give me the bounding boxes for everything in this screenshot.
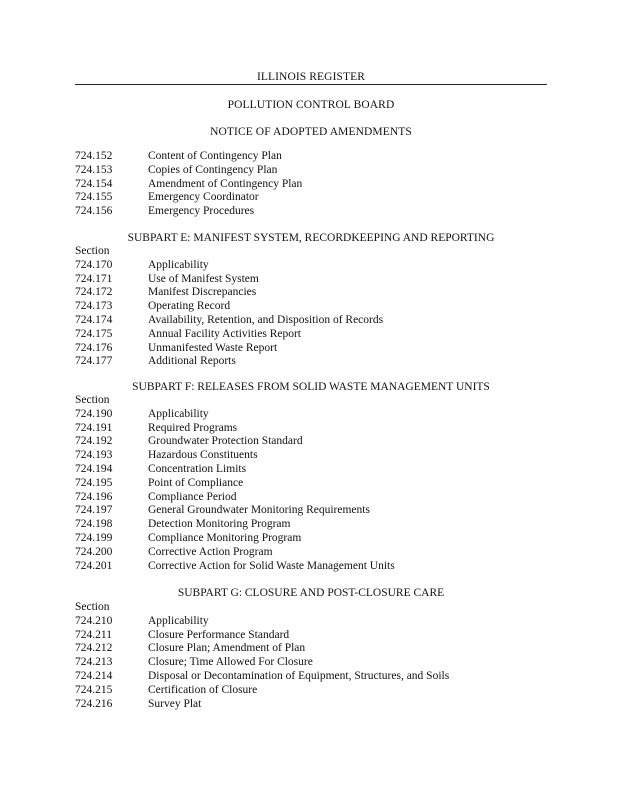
list-item <box>75 408 555 422</box>
list-item <box>75 314 555 328</box>
list-item <box>75 532 555 546</box>
section-title: Manifest Discrepancies <box>148 286 257 299</box>
section-title: Compliance Period <box>148 490 237 503</box>
section-title: Unmanifested Waste Report <box>148 341 278 354</box>
section-label: Section <box>75 394 110 406</box>
section-title: Applicability <box>148 407 209 420</box>
section-number: 724.196 <box>75 490 113 503</box>
section-number: 724.191 <box>75 421 113 434</box>
list-item <box>75 504 555 518</box>
subpart-g-heading: SUBPART G: CLOSURE AND POST-CLOSURE CARE <box>177 587 445 599</box>
section-number: 724.215 <box>75 683 113 696</box>
section-number: 724.171 <box>75 272 113 285</box>
section-number: 724.197 <box>75 504 113 517</box>
list-item <box>75 191 555 205</box>
section-number: 724.173 <box>75 300 113 313</box>
list-item <box>75 477 555 491</box>
list-item <box>75 150 555 164</box>
list-item <box>75 328 555 342</box>
section-title: General Groundwater Monitoring Requirements <box>148 504 370 517</box>
section-title: Closure Performance Standard <box>148 628 290 641</box>
section-number: 724.198 <box>75 518 113 531</box>
section-number: 724.211 <box>75 628 112 641</box>
list-item <box>75 518 555 532</box>
list-item <box>75 656 555 670</box>
section-title: Emergency Procedures <box>148 205 255 218</box>
section-title: Certification of Closure <box>148 683 258 696</box>
section-title: Hazardous Constituents <box>148 449 258 462</box>
section-number: 724.199 <box>75 531 113 544</box>
section-title: Copies of Contingency Plan <box>148 163 278 176</box>
section-number: 724.156 <box>75 205 113 218</box>
list-item <box>75 642 555 656</box>
section-title: Groundwater Protection Standard <box>148 435 303 448</box>
section-title: Use of Manifest System <box>148 272 259 285</box>
list-item <box>75 449 555 463</box>
list-item <box>75 463 555 477</box>
section-title: Annual Facility Activities Report <box>148 327 301 340</box>
section-number: 724.200 <box>75 545 113 558</box>
list-item <box>75 178 555 192</box>
section-title: Corrective Action for Solid Waste Management Units <box>148 559 395 572</box>
section-title: Closure; Time Allowed For Closure <box>148 656 313 669</box>
section-number: 724.172 <box>75 286 113 299</box>
list-item <box>75 164 555 178</box>
section-title: Amendment of Contingency Plan <box>148 177 303 190</box>
subpart-f-list <box>75 394 555 573</box>
section-title: Disposal or Decontamination of Equipment, Structures, and Soils <box>148 669 450 682</box>
list-item <box>75 286 555 300</box>
list-item <box>75 259 555 273</box>
section-title: Closure Plan; Amendment of Plan <box>148 642 306 655</box>
section-number: 724.213 <box>75 656 113 669</box>
section-title: Corrective Action Program <box>148 545 273 558</box>
section-title: Applicability <box>148 614 209 627</box>
list-item <box>75 342 555 356</box>
section-number: 724.210 <box>75 614 113 627</box>
list-item <box>75 300 555 314</box>
section-number: 724.177 <box>75 355 113 368</box>
board-title: POLLUTION CONTROL BOARD <box>227 99 395 111</box>
subpart-e-heading: SUBPART E: MANIFEST SYSTEM, RECORDKEEPING AND REPORTING <box>127 232 495 244</box>
section-number: 724.190 <box>75 407 113 420</box>
section-number: 724.195 <box>75 476 113 489</box>
register-title: ILLINOIS REGISTER <box>256 71 366 83</box>
list-item <box>75 546 555 560</box>
section-title: Applicability <box>148 258 209 271</box>
section-number: 724.175 <box>75 327 113 340</box>
list-item <box>75 435 555 449</box>
section-title: Survey Plat <box>148 697 202 710</box>
list-item <box>75 698 555 712</box>
list-item <box>75 355 555 369</box>
top-section-list <box>75 150 555 219</box>
list-item <box>75 491 555 505</box>
list-item <box>75 205 555 219</box>
section-title: Availability, Retention, and Disposition of Records <box>148 313 384 326</box>
section-number: 724.212 <box>75 642 113 655</box>
section-title: Compliance Monitoring Program <box>148 531 302 544</box>
section-title: Emergency Coordinator <box>148 191 259 204</box>
list-item <box>75 615 555 629</box>
list-item <box>75 422 555 436</box>
section-title: Content of Contingency Plan <box>148 150 282 162</box>
subpart-f-heading: SUBPART F: RELEASES FROM SOLID WASTE MANAGEMENT UNITS <box>132 381 490 393</box>
section-title: Detection Monitoring Program <box>148 518 291 531</box>
section-number: 724.214 <box>75 669 113 682</box>
section-number: 724.152 <box>75 150 113 162</box>
list-item <box>75 629 555 643</box>
section-number: 724.170 <box>75 258 113 271</box>
section-label: Section <box>75 245 110 257</box>
section-number: 724.154 <box>75 177 113 190</box>
section-number: 724.216 <box>75 697 113 710</box>
list-item <box>75 560 555 574</box>
section-number: 724.174 <box>75 313 113 326</box>
section-number: 724.176 <box>75 341 113 354</box>
section-title: Concentration Limits <box>148 462 247 475</box>
list-item <box>75 273 555 287</box>
section-title: Required Programs <box>148 421 238 434</box>
section-label: Section <box>75 601 110 613</box>
section-number: 724.194 <box>75 462 113 475</box>
section-title: Operating Record <box>148 300 231 313</box>
section-title: Additional Reports <box>148 355 236 368</box>
section-number: 724.193 <box>75 449 113 462</box>
list-item <box>75 670 555 684</box>
section-title: Point of Compliance <box>148 476 244 489</box>
section-number: 724.201 <box>75 559 113 572</box>
subpart-e-list <box>75 245 555 369</box>
section-number: 724.192 <box>75 435 113 448</box>
section-number: 724.153 <box>75 163 113 176</box>
header-divider <box>75 84 547 85</box>
list-item <box>75 684 555 698</box>
section-number: 724.155 <box>75 191 113 204</box>
notice-title: NOTICE OF ADOPTED AMENDMENTS <box>210 126 412 138</box>
subpart-g-list <box>75 601 555 711</box>
